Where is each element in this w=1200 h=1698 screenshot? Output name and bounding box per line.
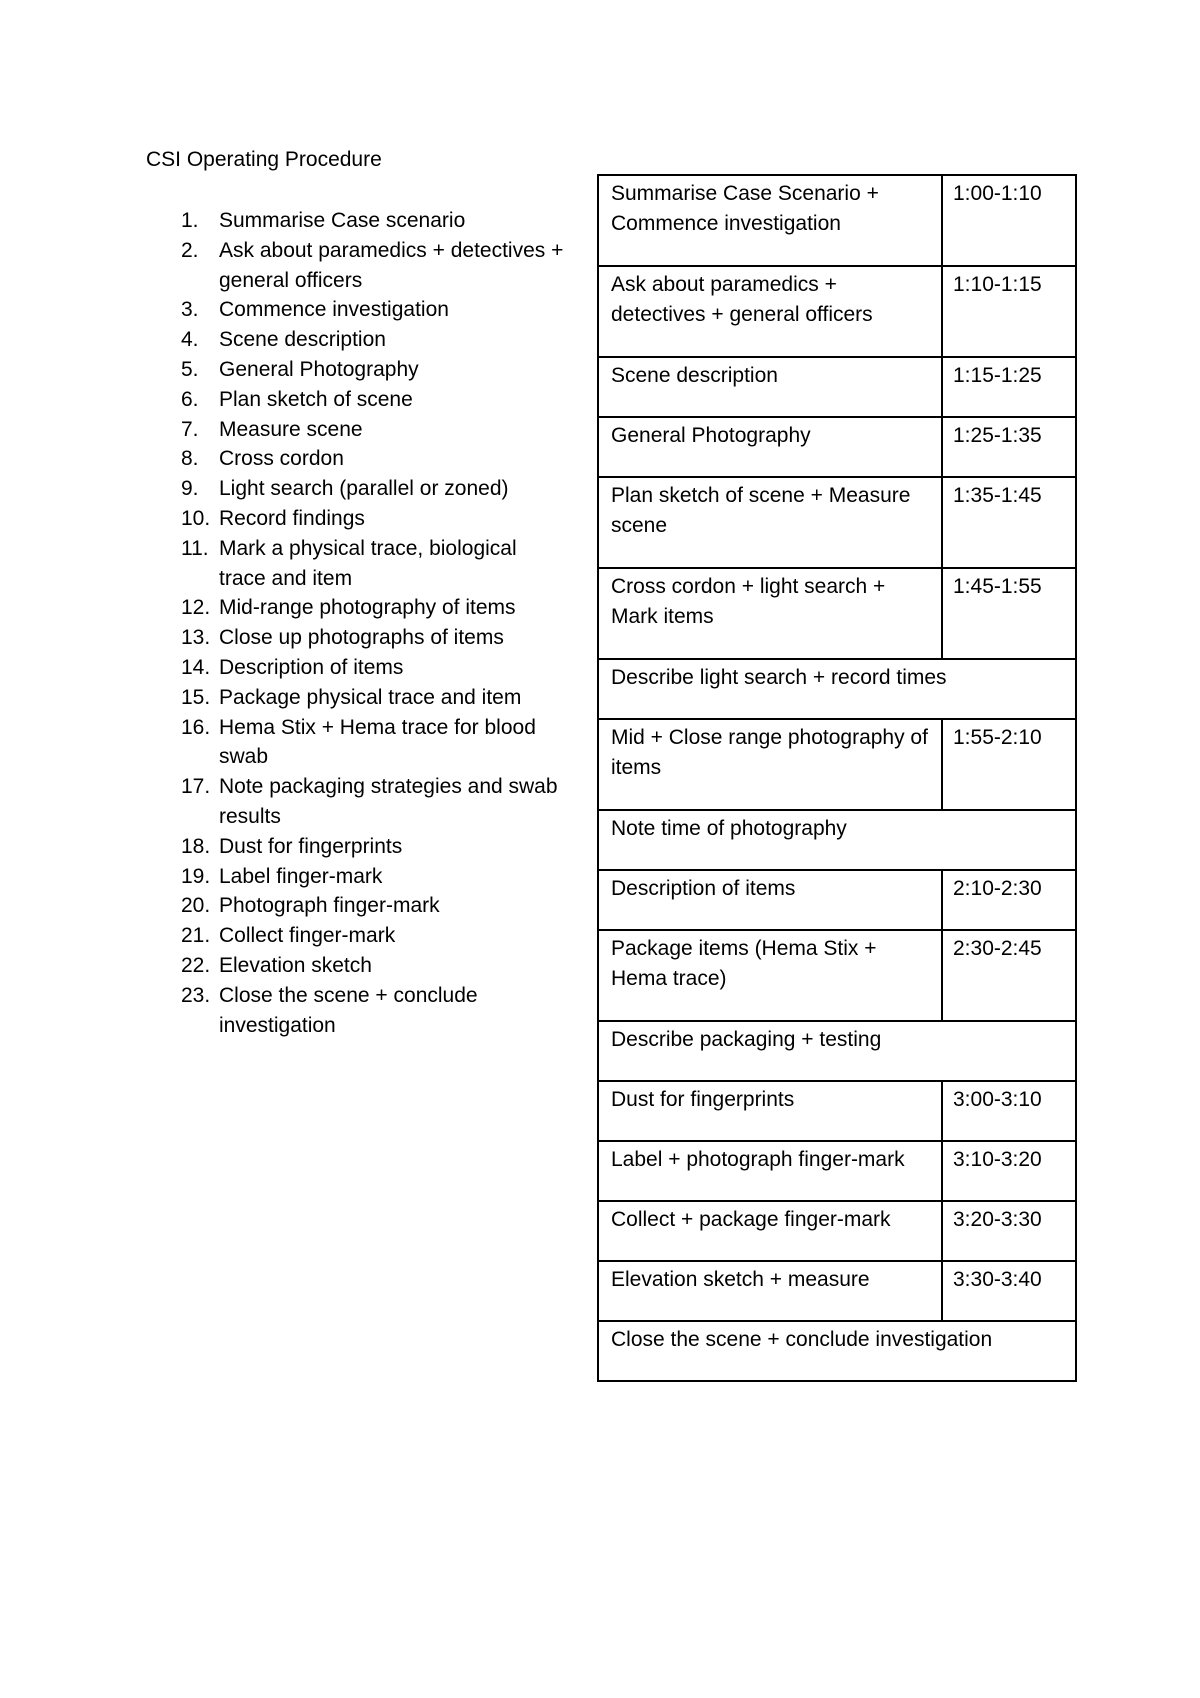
step-text: Mark a physical trace, biological trace and item [219, 536, 517, 590]
time-cell: 3:20-3:30 [942, 1201, 1076, 1261]
step-text: Package physical trace and item [219, 685, 522, 709]
step-text: Scene description [219, 328, 386, 352]
procedure-step [146, 832, 566, 862]
schedule-table [597, 174, 1077, 1382]
task-cell: Ask about paramedics + detectives + general officers [598, 266, 942, 357]
procedure-step [146, 593, 566, 623]
task-cell: General Photography [598, 417, 942, 477]
step-text: Ask about paramedics + detectives + general officers [219, 238, 564, 292]
task-cell: Cross cordon + light search + Mark items [598, 568, 942, 659]
schedule-row [598, 175, 1076, 266]
task-cell: Label + photograph finger-mark [598, 1141, 942, 1201]
schedule-row [598, 1141, 1076, 1201]
time-cell: 3:30-3:40 [942, 1261, 1076, 1321]
procedure-step [146, 951, 566, 981]
task-cell: Description of items [598, 870, 942, 930]
step-number: 19. [181, 864, 211, 888]
step-text: Cross cordon [219, 447, 344, 471]
step-text: Record findings [219, 506, 365, 530]
procedure-step [146, 862, 566, 892]
step-number: 18. [181, 834, 211, 858]
step-number: 3. [181, 298, 199, 322]
procedure-step [146, 981, 566, 1041]
schedule-row [598, 1081, 1076, 1141]
step-text: Light search (parallel or zoned) [219, 477, 509, 501]
step-number: 23. [181, 983, 211, 1007]
procedure-step [146, 385, 566, 415]
task-cell: Collect + package finger-mark [598, 1201, 942, 1261]
time-cell: 2:10-2:30 [942, 870, 1076, 930]
step-text: Measure scene [219, 417, 363, 441]
schedule-row [598, 357, 1076, 417]
schedule-note-row [598, 810, 1076, 870]
procedure-step [146, 683, 566, 713]
procedure-step [146, 355, 566, 385]
time-cell: 1:00-1:10 [942, 175, 1076, 266]
schedule-row [598, 870, 1076, 930]
schedule-note-row [598, 1021, 1076, 1081]
step-text: Note packaging strategies and swab results [219, 775, 558, 828]
note-cell: Describe light search + record times [598, 659, 1076, 719]
step-number: 13. [181, 626, 211, 650]
schedule-row [598, 477, 1076, 568]
procedure-step [146, 415, 566, 445]
procedure-step [146, 504, 566, 534]
time-cell: 1:15-1:25 [942, 357, 1076, 417]
task-cell: Scene description [598, 357, 942, 417]
step-number: 12. [181, 596, 211, 620]
step-number: 10. [181, 506, 211, 530]
step-number: 16. [181, 715, 211, 739]
procedure-step [146, 236, 566, 296]
procedure-step [146, 623, 566, 653]
step-text: Dust for fingerprints [219, 834, 403, 858]
step-text: Plan sketch of scene [219, 387, 413, 411]
schedule-row [598, 1201, 1076, 1261]
procedure-step [146, 713, 566, 773]
page-title: CSI Operating Procedure [146, 148, 382, 171]
task-cell: Elevation sketch + measure [598, 1261, 942, 1321]
step-number: 14. [181, 655, 211, 679]
procedure-step [146, 921, 566, 951]
task-cell: Package items (Hema Stix + Hema trace) [598, 930, 942, 1021]
schedule-note-row [598, 659, 1076, 719]
step-number: 17. [181, 775, 211, 799]
step-text: Mid-range photography of items [219, 596, 516, 620]
task-cell: Dust for fingerprints [598, 1081, 942, 1141]
time-cell: 1:25-1:35 [942, 417, 1076, 477]
note-cell: Describe packaging + testing [598, 1021, 1076, 1081]
time-cell: 1:35-1:45 [942, 477, 1076, 568]
step-number: 1. [181, 209, 199, 232]
procedure-step [146, 534, 566, 594]
schedule-row [598, 266, 1076, 357]
procedure-step [146, 891, 566, 921]
note-cell: Close the scene + conclude investigation [598, 1321, 1076, 1381]
step-number: 5. [181, 357, 199, 381]
procedure-step [146, 474, 566, 504]
step-text: Close up photographs of items [219, 626, 504, 650]
schedule-row [598, 417, 1076, 477]
step-number: 7. [181, 417, 199, 441]
time-cell: 1:55-2:10 [942, 719, 1076, 810]
schedule-row [598, 1261, 1076, 1321]
step-text: Description of items [219, 655, 404, 679]
step-text: Elevation sketch [219, 953, 372, 977]
time-cell: 1:10-1:15 [942, 266, 1076, 357]
step-number: 9. [181, 477, 199, 501]
procedure-steps-list [146, 206, 566, 1040]
procedure-step [146, 653, 566, 683]
time-cell: 3:00-3:10 [942, 1081, 1076, 1141]
note-cell: Note time of photography [598, 810, 1076, 870]
procedure-step [146, 325, 566, 355]
step-text: General Photography [219, 357, 419, 381]
step-number: 22. [181, 953, 211, 977]
step-number: 2. [181, 238, 199, 262]
procedure-step [146, 206, 566, 236]
time-cell: 1:45-1:55 [942, 568, 1076, 659]
step-number: 21. [181, 924, 211, 948]
step-number: 11. [181, 536, 209, 560]
schedule-note-row [598, 1321, 1076, 1381]
step-number: 15. [181, 685, 211, 709]
step-number: 6. [181, 387, 199, 411]
step-number: 8. [181, 447, 199, 471]
time-cell: 2:30-2:45 [942, 930, 1076, 1021]
procedure-step [146, 772, 566, 832]
step-text: Summarise Case scenario [219, 209, 466, 232]
procedure-step [146, 444, 566, 474]
time-cell: 3:10-3:20 [942, 1141, 1076, 1201]
step-text: Photograph finger-mark [219, 894, 440, 918]
schedule-row [598, 930, 1076, 1021]
task-cell: Plan sketch of scene + Measure scene [598, 477, 942, 568]
step-text: Hema Stix + Hema trace for blood swab [219, 715, 536, 769]
procedure-step [146, 295, 566, 325]
step-text: Commence investigation [219, 298, 449, 322]
task-cell: Mid + Close range photography of items [598, 719, 942, 810]
step-text: Close the scene + conclude investigation [219, 983, 478, 1037]
step-text: Collect finger-mark [219, 924, 396, 948]
task-cell: Summarise Case Scenario + Commence investigation [598, 175, 942, 266]
step-number: 20. [181, 894, 211, 918]
schedule-row [598, 568, 1076, 659]
schedule-row [598, 719, 1076, 810]
step-text: Label finger-mark [219, 864, 383, 888]
step-number: 4. [181, 328, 199, 352]
